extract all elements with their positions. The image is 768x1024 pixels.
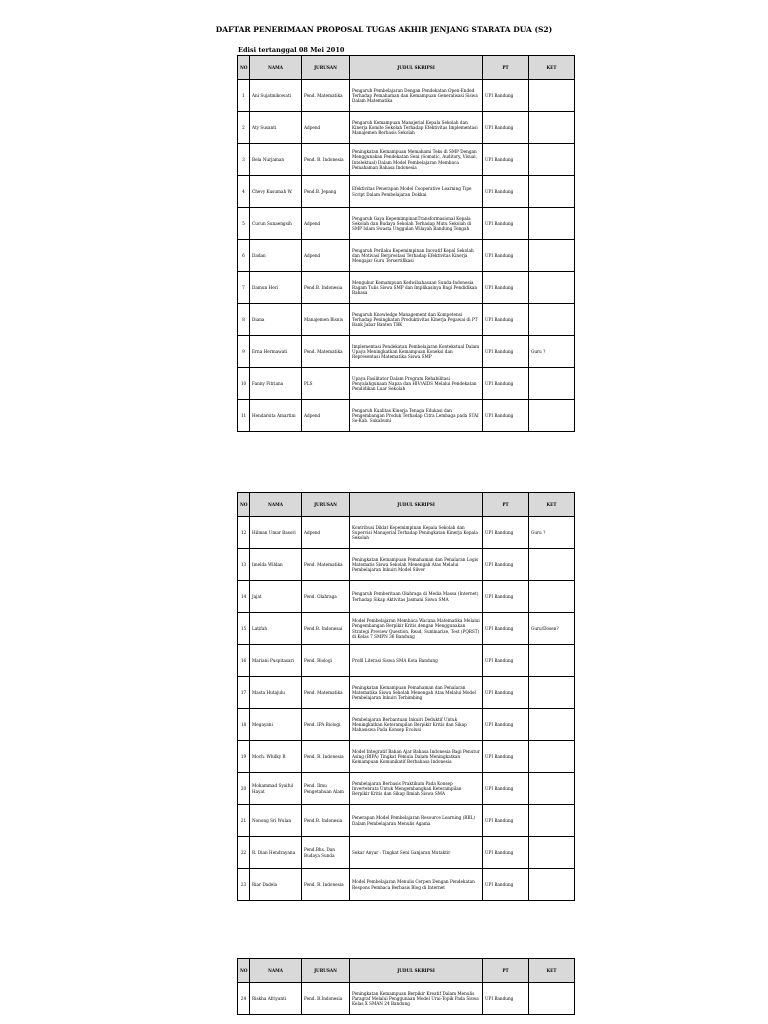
cell-judul: Pengaruh Kualitas Kinerja Tenaga Edukasi dan Pengembangan Produk Terhadap Citra Lembaga pada STAI Se-Kab. Sukabumi <box>350 400 483 432</box>
header-no: NO <box>238 959 250 983</box>
cell-pt: UPI Bandung <box>483 517 529 549</box>
cell-nama: Fanny Fitriana <box>250 368 302 400</box>
cell-judul: Pengaruh Knowledge Management dan Kompetensi Terhadap Peningkatan Produktivitas Kinerja Pegawai di PT Bank Jabar Banten TBK <box>350 304 483 336</box>
cell-no: 22 <box>238 837 250 869</box>
cell-nama: Imelda Wildan <box>250 549 302 581</box>
header-judul: JUDUL SKRIPSI <box>350 56 483 80</box>
table-row <box>238 645 575 677</box>
cell-ket <box>529 368 575 400</box>
cell-nama: Damun Heri <box>250 272 302 304</box>
cell-pt: UPI Bandung <box>483 368 529 400</box>
edition-date: Edisi tertanggal 08 Mei 2010 <box>238 46 345 54</box>
table-row <box>238 144 575 176</box>
cell-pt: UPI Bandung <box>483 869 529 901</box>
cell-judul: Kontribusi Diklat Kepemimpinan Kepala Sekolah dan Supervisi Manajerial Terhadap Peningkatan Kinerja Kepala Sekolah <box>350 517 483 549</box>
table-row <box>238 176 575 208</box>
cell-jurusan: Pend.B. Indonesia <box>302 272 350 304</box>
cell-jurusan: PLS <box>302 368 350 400</box>
cell-nama: Nonong Sri Wulan <box>250 805 302 837</box>
table-row <box>238 741 575 773</box>
header-ket: KET <box>529 493 575 517</box>
cell-jurusan: Pend. Olahraga <box>302 581 350 613</box>
cell-ket <box>529 400 575 432</box>
table-row <box>238 208 575 240</box>
cell-judul: Model Pembelajaran Membaca Wacana Matematika Melalui Pengembangan Berpikir Kritis dengan Menggunakan Strategi Preview Question, Read, Summarize, Test (PQRST) di Kelas 7 SMPN 36 Bandung <box>350 613 483 645</box>
cell-jurusan: Adpend <box>302 208 350 240</box>
cell-jurusan: Pend. Biologi <box>302 645 350 677</box>
cell-pt: UPI Bandung <box>483 677 529 709</box>
cell-ket <box>529 645 575 677</box>
cell-pt: UPI Bandung <box>483 645 529 677</box>
cell-judul: Peningkatan Kemampuan Pemahaman dan Penalaran Matematika Siswa Sekolah Menengah Atas Melalui Model Pembelajaran Inkuiri Terbimbing <box>350 677 483 709</box>
cell-ket <box>529 144 575 176</box>
cell-nama: Mariani Puspitasari <box>250 645 302 677</box>
cell-ket <box>529 304 575 336</box>
cell-ket <box>529 741 575 773</box>
cell-ket <box>529 869 575 901</box>
cell-judul: Penerapan Model Pembelajaran Resource Learning (RBL) Dalam Pembelajaran Menulis Agama <box>350 805 483 837</box>
cell-no: 13 <box>238 549 250 581</box>
cell-ket <box>529 805 575 837</box>
cell-no: 8 <box>238 304 250 336</box>
cell-ket <box>529 773 575 805</box>
cell-no: 7 <box>238 272 250 304</box>
cell-pt: UPI Bandung <box>483 144 529 176</box>
cell-pt: UPI Bandung <box>483 581 529 613</box>
cell-judul: Mengukur Kemampuan Kedwibahasaan Sunda-Indonesia Ragam Tulis Siswa SMP dan Implikasinya Bagi Pendidikan Bahasa <box>350 272 483 304</box>
table-row <box>238 773 575 805</box>
table-row <box>238 837 575 869</box>
cell-no: 16 <box>238 645 250 677</box>
table-row <box>238 677 575 709</box>
cell-pt: UPI Bandung <box>483 741 529 773</box>
cell-no: 20 <box>238 773 250 805</box>
cell-jurusan: Adpend <box>302 400 350 432</box>
cell-judul: Pengaruh Pemberitaan Olahraga di Media Massa (Internet) Terhadap Sikap Aktivitas Jasmani Siswa SMA <box>350 581 483 613</box>
cell-jurusan: Pend. B. Indonesia <box>302 741 350 773</box>
cell-judul: Peningkatan Kemampuan Memahami Teks di SMP Dengan Menggunakan Pendekatan Seni (Somatic, Auditory, Visual, Intelektual) Dalam Model Pembelajaran Membaca Pemahaman Bahasa Indonesia <box>350 144 483 176</box>
table-row <box>238 240 575 272</box>
cell-nama: Dadan <box>250 240 302 272</box>
cell-ket: Guru/Dosen? <box>529 613 575 645</box>
header-pt: PT <box>483 959 529 983</box>
cell-judul: Peningkatan Kemampuan Pemahaman dan Penalaran Logis Matematis Siswa Sekolah Menengah Atas Melalui Pembelajaran Inkuiri Model Silver <box>350 549 483 581</box>
header-judul: JUDUL SKRIPSI <box>350 959 483 983</box>
cell-nama: Ani Sujatmikowati <box>250 80 302 112</box>
cell-jurusan: Pend. Matematika <box>302 80 350 112</box>
cell-nama: Erna Hermawati <box>250 336 302 368</box>
cell-pt: UPI Bandung <box>483 272 529 304</box>
cell-judul: Pembelajaran Berbasis Praktikum Pada Konsep Invertebrata Untuk Mengembangkan Keterampilan Berpikir Kritis dan Sikap Ilmiah Siswa SMA <box>350 773 483 805</box>
cell-ket <box>529 709 575 741</box>
cell-no: 4 <box>238 176 250 208</box>
cell-jurusan: Pend. IPA Biologi <box>302 709 350 741</box>
table-row <box>238 304 575 336</box>
cell-nama: Megayani <box>250 709 302 741</box>
header-judul: JUDUL SKRIPSI <box>350 493 483 517</box>
table-row <box>238 336 575 368</box>
cell-nama: Masta Hutajulu <box>250 677 302 709</box>
cell-nama: Riskha Afriyanti <box>250 983 302 1015</box>
cell-ket <box>529 112 575 144</box>
cell-judul: Profil Literasi Siswa SMA Kota Bandung <box>350 645 483 677</box>
cell-no: 18 <box>238 709 250 741</box>
cell-nama: Hendarsita Amartini <box>250 400 302 432</box>
header-nama: NAMA <box>250 493 302 517</box>
table-row <box>238 368 575 400</box>
cell-jurusan: Pend. Matematika <box>302 336 350 368</box>
cell-pt: UPI Bandung <box>483 613 529 645</box>
table-header-row <box>238 56 575 80</box>
table-row <box>238 517 575 549</box>
cell-judul: Pengaruh Perilaku Kepemimpinan Inovatif Kepal Sekolah dan Motivasi Berprestasi Terhadap Efektivitas Kinerja Mengajar Guru Tersertifikasi <box>350 240 483 272</box>
header-no: NO <box>238 493 250 517</box>
cell-no: 19 <box>238 741 250 773</box>
cell-jurusan: Adpend <box>302 112 350 144</box>
cell-no: 9 <box>238 336 250 368</box>
cell-judul: Upaya Fasilitator Dalam Program Rehabilitasi Penyalahgunaan Napza dan HIV/AIDS Melalui Pendekatan Pendidikan Luar Sekolah <box>350 368 483 400</box>
cell-nama: Jajat <box>250 581 302 613</box>
cell-ket <box>529 240 575 272</box>
cell-no: 15 <box>238 613 250 645</box>
cell-judul: Sekar Anyar : Tingkat Seni Ganjaran Mutaktir <box>350 837 483 869</box>
header-nama: NAMA <box>250 56 302 80</box>
cell-judul: Model Integratif Bahan Ajar Bahasa Indonesia Bagi Penutur Asing (BIPA) Tingkat Pemula Dalam Meningkatkan Kemampuan Komunikatif Berbahasa Indonesia <box>350 741 483 773</box>
cell-no: 11 <box>238 400 250 432</box>
cell-nama: Chevy Kusumah W. <box>250 176 302 208</box>
table-row <box>238 400 575 432</box>
cell-no: 12 <box>238 517 250 549</box>
table-header-row <box>238 493 575 517</box>
cell-pt: UPI Bandung <box>483 773 529 805</box>
cell-judul: Pengaruh Kemampuan Manajerial Kepala Sekolah dan Kinerja Komite Sekolah Terhadap Efektivitas Implementasi Manajemen Berbasis Sekolah <box>350 112 483 144</box>
cell-judul: Peningkatan Kemampuan Berpikir Kreatif Dalam Menulis Paragraf Melalui Penggunaan Model Urai-Topik Pada Siswa Kelas X SMAN 24 Bandung <box>350 983 483 1015</box>
header-jurusan: JURUSAN <box>302 56 350 80</box>
cell-pt: UPI Bandung <box>483 176 529 208</box>
cell-judul: Pengaruh Gaya KepemimpinanTransformasional Kepala Sekolah dan Budaya Sekolah Terhadap Mutu Sekolah di SMP Islam Swasta Unggulan Wilayah Bandung Tengah <box>350 208 483 240</box>
cell-ket <box>529 983 575 1015</box>
cell-jurusan: Pend. B. Indonesia <box>302 144 350 176</box>
cell-ket <box>529 677 575 709</box>
cell-nama: Diana <box>250 304 302 336</box>
cell-nama: Latifah <box>250 613 302 645</box>
cell-ket: Guru ? <box>529 517 575 549</box>
cell-judul: Model Pembelajaran Menulis Cerpen Dengan Pendekatan Respons Pembaca Berbasis Blog di Internet <box>350 869 483 901</box>
cell-no: 17 <box>238 677 250 709</box>
cell-no: 21 <box>238 805 250 837</box>
cell-jurusan: Pend. B.Indonesia <box>302 983 350 1015</box>
cell-pt: UPI Bandung <box>483 304 529 336</box>
cell-ket <box>529 176 575 208</box>
cell-ket <box>529 581 575 613</box>
table-row <box>238 112 575 144</box>
cell-jurusan: Adpend <box>302 517 350 549</box>
cell-pt: UPI Bandung <box>483 240 529 272</box>
cell-pt: UPI Bandung <box>483 400 529 432</box>
table-row <box>238 549 575 581</box>
cell-ket <box>529 837 575 869</box>
cell-pt: UPI Bandung <box>483 336 529 368</box>
proposal-table-page-3 <box>237 958 575 1015</box>
cell-no: 14 <box>238 581 250 613</box>
cell-nama: Moch. Whilky R <box>250 741 302 773</box>
cell-nama: Mohammad Syaiful Hayat <box>250 773 302 805</box>
table-row <box>238 581 575 613</box>
cell-pt: UPI Bandung <box>483 805 529 837</box>
cell-no: 3 <box>238 144 250 176</box>
cell-ket <box>529 272 575 304</box>
proposal-table-page-2 <box>237 492 575 901</box>
table-row <box>238 709 575 741</box>
table-row <box>238 869 575 901</box>
cell-pt: UPI Bandung <box>483 709 529 741</box>
cell-judul: Pembelajaran Berbantuan Inkuiri Deduktif Untuk Meningkatkan Keterampilan Berpikir Kritis dan Sikap Mahasiswa Pada Konsep Evolusi <box>350 709 483 741</box>
cell-pt: UPI Bandung <box>483 549 529 581</box>
cell-nama: Riar Dadela <box>250 869 302 901</box>
header-no: NO <box>238 56 250 80</box>
table-header-row <box>238 959 575 983</box>
cell-jurusan: Pend.B. Jepang <box>302 176 350 208</box>
cell-jurusan: Adpend <box>302 240 350 272</box>
cell-jurusan: Pend.Bhs. Dan Budaya Sunda <box>302 837 350 869</box>
cell-pt: UPI Bandung <box>483 112 529 144</box>
cell-judul: Implementasi Pendekatan Pembelajaran Kontekstual Dalam Upaya Meningkatkan Kemampuan Koneksi dan Representasi Matematika Siswa SMP <box>350 336 483 368</box>
header-jurusan: JURUSAN <box>302 959 350 983</box>
cell-nama: Aty Susanti <box>250 112 302 144</box>
header-nama: NAMA <box>250 959 302 983</box>
cell-nama: Hilman Umar Basori <box>250 517 302 549</box>
cell-jurusan: Pend. Matematika <box>302 549 350 581</box>
cell-no: 5 <box>238 208 250 240</box>
cell-no: 23 <box>238 869 250 901</box>
header-jurusan: JURUSAN <box>302 493 350 517</box>
table-row <box>238 983 575 1015</box>
cell-no: 1 <box>238 80 250 112</box>
table-row <box>238 613 575 645</box>
proposal-table-page-1 <box>237 55 575 432</box>
table-row <box>238 272 575 304</box>
cell-nama: Cucun Sunaengsih <box>250 208 302 240</box>
cell-no: 2 <box>238 112 250 144</box>
cell-jurusan: Pend.B. Indonesia <box>302 805 350 837</box>
header-pt: PT <box>483 493 529 517</box>
document-title: DAFTAR PENERIMAAN PROPOSAL TUGAS AKHIR JENJANG STARATA DUA (S2) <box>215 25 553 34</box>
header-pt: PT <box>483 56 529 80</box>
cell-jurusan: Pend. Matematika <box>302 677 350 709</box>
cell-ket: Guru ? <box>529 336 575 368</box>
cell-ket <box>529 208 575 240</box>
table-row <box>238 80 575 112</box>
header-ket: KET <box>529 56 575 80</box>
cell-pt: UPI Bandung <box>483 80 529 112</box>
cell-no: 24 <box>238 983 250 1015</box>
cell-jurusan: Manajemen Bisnis <box>302 304 350 336</box>
cell-judul: Pengaruh Pembelajaran Dengan Pendekatan Open-Ended Terhadap Pemahaman dan Kemampuan Generalisasi Siswa Dalam Matematika <box>350 80 483 112</box>
cell-ket <box>529 80 575 112</box>
cell-ket <box>529 549 575 581</box>
table-row <box>238 805 575 837</box>
cell-no: 10 <box>238 368 250 400</box>
cell-jurusan: Pend. Ilmu Pengetahuan Alam <box>302 773 350 805</box>
cell-jurusan: Pend.B. Indonesai <box>302 613 350 645</box>
cell-pt: UPI Bandung <box>483 983 529 1015</box>
cell-judul: Efektivitas Penerapan Model Cooperative Learning Tipe Script Dalam Pembelajaran Dokkai <box>350 176 483 208</box>
header-ket: KET <box>529 959 575 983</box>
cell-jurusan: Pend. B. Indonesia <box>302 869 350 901</box>
cell-pt: UPI Bandung <box>483 208 529 240</box>
cell-nama: Bela Nurjaman <box>250 144 302 176</box>
cell-no: 6 <box>238 240 250 272</box>
cell-nama: R. Dian Hendrayana <box>250 837 302 869</box>
cell-pt: UPI Bandung <box>483 837 529 869</box>
